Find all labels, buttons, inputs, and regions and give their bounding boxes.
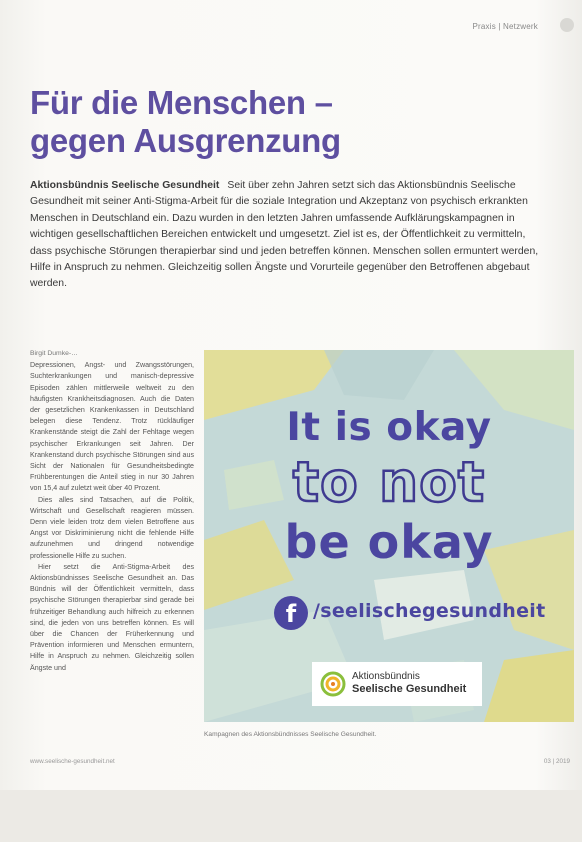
footer-issue: 03 | 2019 [543, 758, 570, 765]
facebook-icon: f [274, 596, 308, 630]
slogan-line-1: It is okay [286, 405, 492, 450]
headline-line-2: gegen Ausgrenzung [30, 122, 341, 159]
facebook-handle: /seelischegesundheit [313, 600, 546, 622]
lead-text: Seit über zehn Jahren setzt sich das Aktionsbündnis Seelische Gesundheit mit seiner Anti-Stigma-Arbeit für die soziale Integration und Akzeptanz von psychisch erkrankten Menschen in Deutschland ein. Dazu wurden in den letzten Jahren umfassende Aufklärungskampagnen in wichtigen gesellschaftlichen Bereichen entwickelt und umgesetzt. Ziel ist es, der Öffentlichkeit zu vermitteln, dass psychische Störungen therapierbar sind und jeden betreffen können. Menschen sollen ermuntert werden, Hilfe in Anspruch zu nehmen. Gleichzeitig sollen Ängste und Vorurteile gegenüber den Betroffenen abgebaut werden. [30, 180, 539, 290]
page-bottom-edge [0, 790, 582, 842]
body-paragraph-3: Hier setzt die Anti-Stigma-Arbeit des Aktionsbündnisses Seelische Gesundheit an. Das Bündnis will der Öffentlichkeit vermitteln, dass psychische Störungen therapierbar sind gerade bei frühzeitiger Behandlung auch hilfreich zu erkennen sind, die jeden von uns betreffen können. Es will über die Chancen der Früherkennung und Prävention informieren und Menschen ermuntern, Hilfe in Anspruch zu nehmen. Gleichzeitig sollen Ängste und [30, 562, 194, 672]
slogan-line-2: to not [292, 450, 486, 514]
footer-url: www.seelische-gesundheit.net [30, 758, 115, 765]
headline-line-1: Für die Menschen – [30, 84, 333, 121]
campaign-poster [204, 350, 574, 722]
body-paragraph-2: Dies alles sind Tatsachen, auf die Politik, Wirtschaft und Gesellschaft reagieren müssen. Denn viele leiden trotz dem vielen Betroffene aus Angst vor Diskriminierung nicht die fehlende Hilfe aufzunehmen und dringend notwendige professionelle Hilfe zu suchen. [30, 495, 194, 560]
body-paragraph-1: Depressionen, Angst- und Zwangsstörungen, Suchterkrankungen und manisch-depressive Episoden zählen mittlerweile weltweit zu den häufigsten Krankheitsdiagnosen. Auch die Daten der gesetzlichen Krankenkassen in Deutschland belegen diese Tendenz. Trotz rückläufiger Krankenstände steigt die Zahl der Fehltage wegen psychischer Erkrankungen seit Jahren. Der Krankenstand durch psychische Störungen sind aus Sicht der Nationalen für Gesundheitsbedingte Frühberentungen die Anteil stieg in nur 30 Jahren von 15,4 auf zuletzt weit über 40 Prozent. [30, 361, 194, 493]
logo-text-line-1: Aktionsbündnis [352, 671, 420, 682]
poster-caption: Kampagnen des Aktionsbündnisses Seelische Gesundheit. [204, 731, 377, 738]
slogan-line-3: be okay [284, 515, 494, 569]
logo-spiral-icon [320, 670, 346, 698]
lead-label: Aktionsbündnis Seelische Gesundheit [30, 180, 220, 191]
page-corner-mark [560, 18, 574, 32]
author-byline: Birgit Dumke-… [30, 350, 78, 357]
organization-logo [312, 662, 482, 706]
section-rubric: Praxis | Netzwerk [472, 22, 538, 31]
article-headline [30, 84, 550, 160]
body-column [30, 348, 194, 674]
article-lead [30, 178, 550, 293]
logo-text-line-2: Seelische Gesundheit [352, 683, 467, 695]
